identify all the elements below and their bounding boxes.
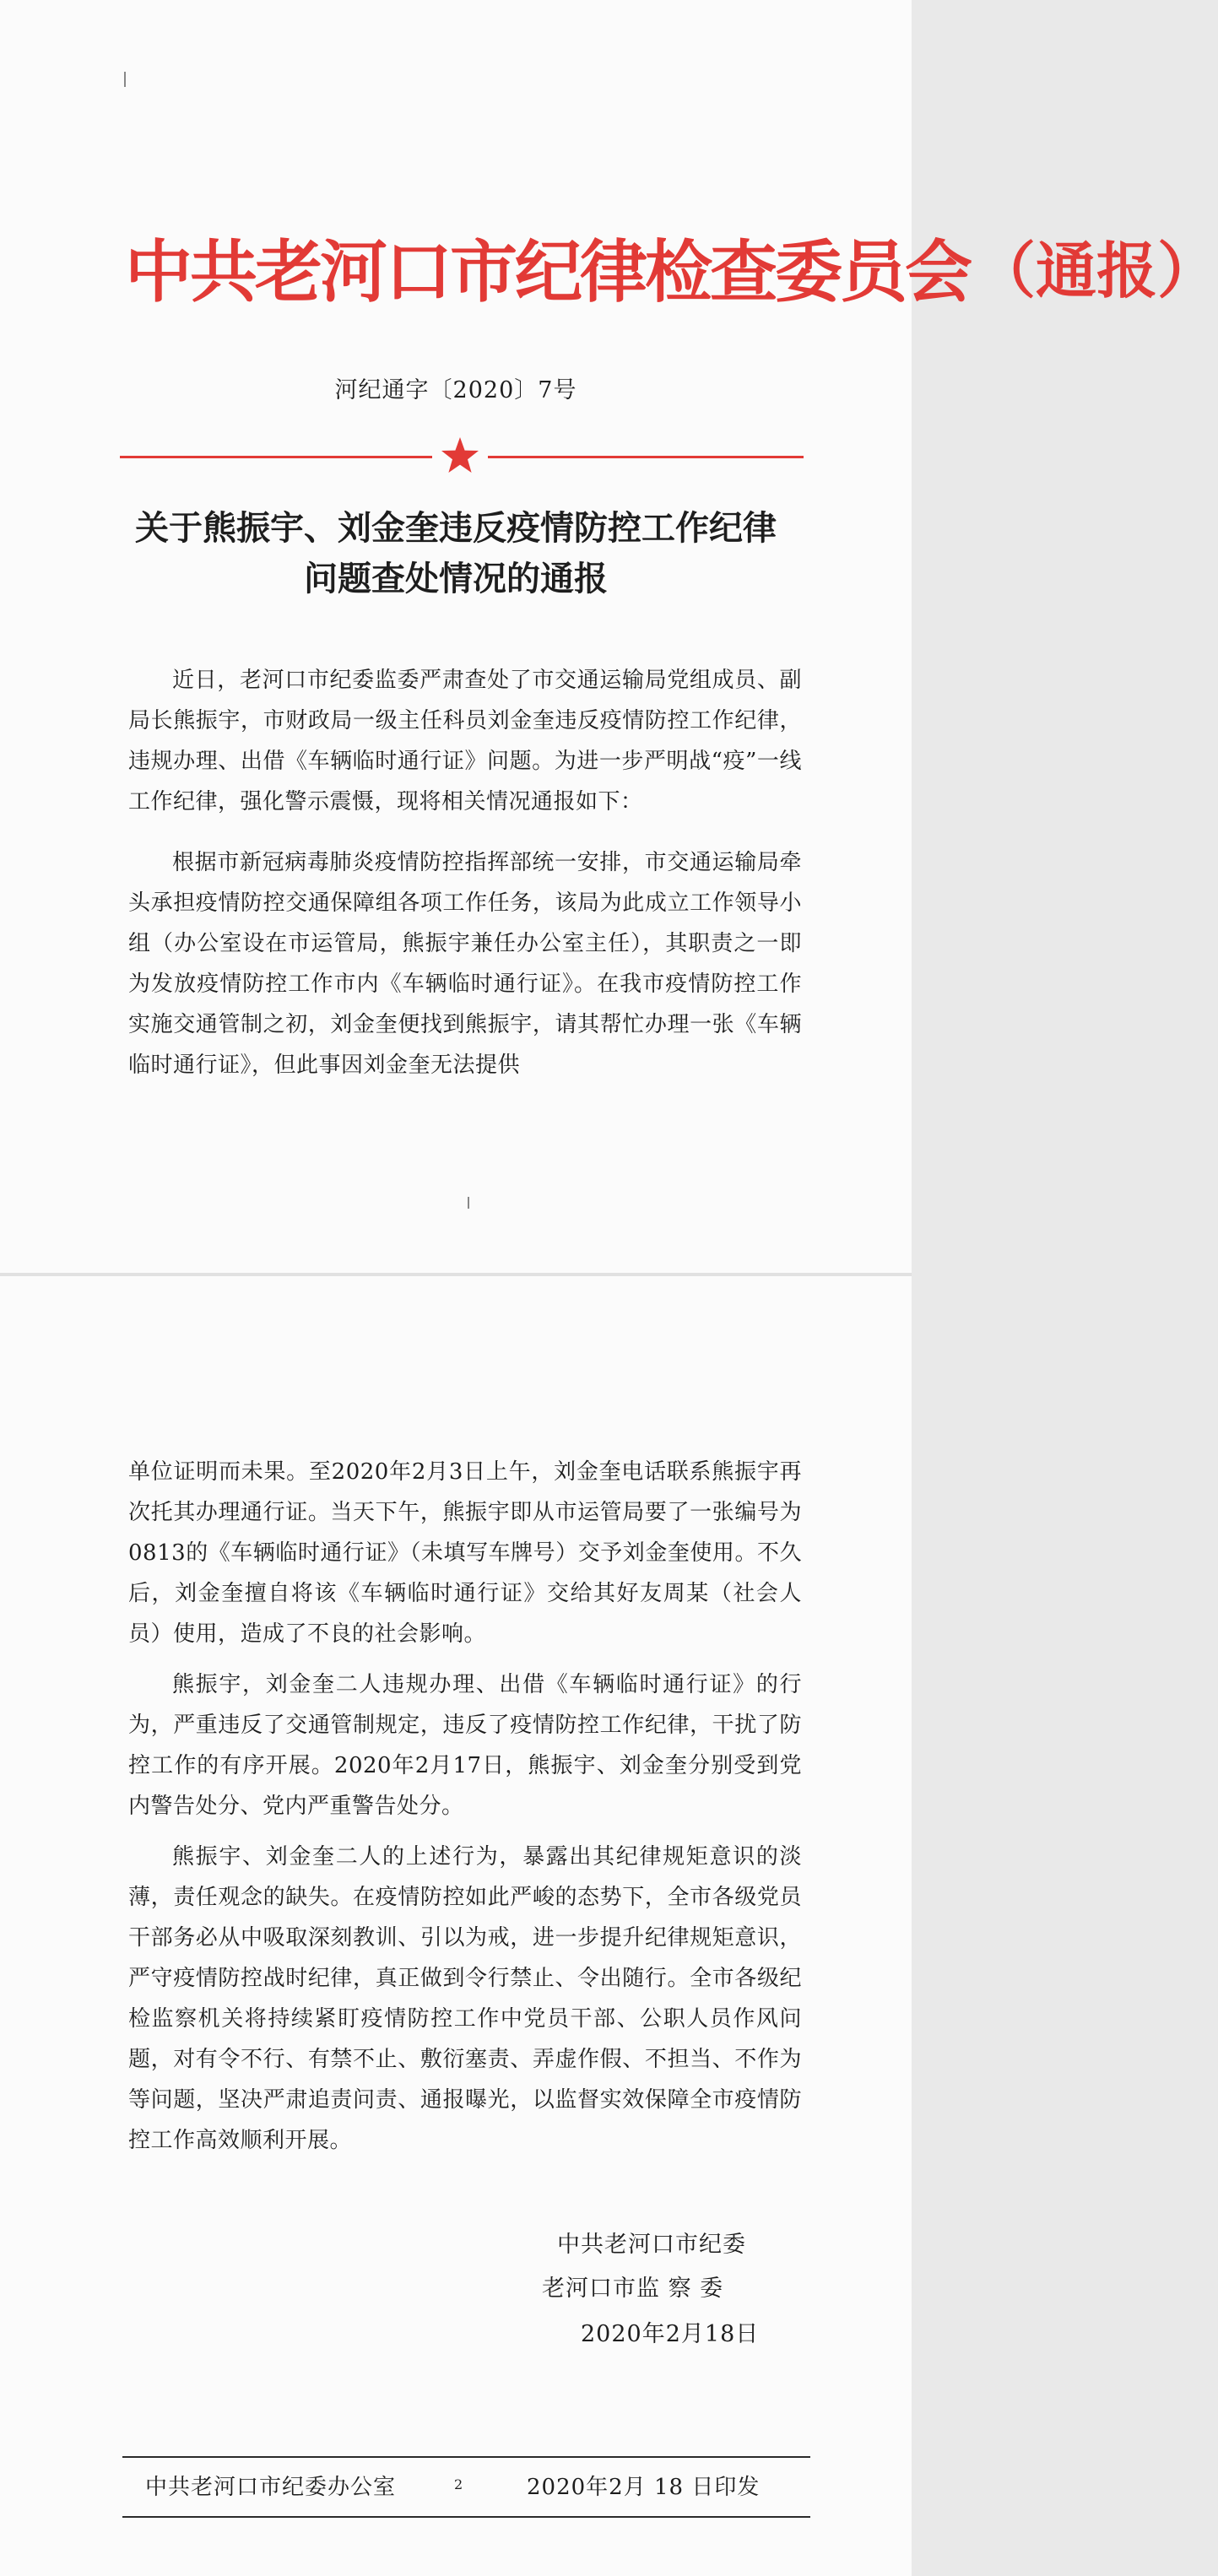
org-title: 中共老河口市纪律检查委员会: [125, 232, 970, 311]
title-line-1: 关于熊振宇、刘金奎违反疫情防控工作纪律: [135, 509, 777, 548]
lesson-paragraph: 熊振宇、刘金奎二人的上述行为，暴露出其纪律规矩意识的淡薄，责任观念的缺失。在疫情防控如此严峻的态势下，全市各级党员干部务必从中吸取深刻教训、引以为戒，进一步提升纪律规矩意识，严守疫情防控战时纪律，真正做到令行禁止、令出随行。全市各级纪检监察机关将持续紧盯疫情防控工作中党员干部、公职人员作风问题，对有令不行、有禁不止、敷衍塞责、弄虚作假、不担当、不作为等问题，坚决严肃追责问责、通报曝光，以监督实效保障全市疫情防控工作高效顺利开展。: [128, 1844, 802, 2153]
red-divider-right: [488, 456, 804, 458]
punishment-paragraph: 熊振宇，刘金奎二人违规办理、出借《车辆临时通行证》的行为，严重违反了交通管制规定，违反了疫情防控工作纪律，干扰了防控工作的有序开展。2020年2月17日，熊振宇、刘金奎分别受到党内警告处分、党内严重警告处分。: [128, 1672, 802, 1819]
background-paragraph-continued: 单位证明而未果。至2020年2月3日上午，刘金奎电话联系熊振宇再次托其办理通行证。当天下午，熊振宇即从市运管局要了一张编号为0813的《车辆临时通行证》（未填写车牌号）交予刘金奎使用。不久后，刘金奎擅自将该《车辆临时通行证》交给其好友周某（社会人员）使用，造成了不良的社会影响。: [128, 1459, 802, 1647]
document-title: [101, 503, 810, 604]
document-number: 河纪通字〔2020〕7号: [334, 377, 577, 403]
title-line-2: 问题查处情况的通报: [304, 560, 608, 598]
red-divider-left: [120, 456, 432, 458]
page-number: 2: [454, 2476, 464, 2492]
footer-office: 中共老河口市纪委办公室: [145, 2475, 397, 2500]
signature-org-1: 中共老河口市纪委: [557, 2232, 746, 2258]
intro-paragraph: 近日，老河口市纪委监委严肃查处了市交通运输局党组成员、副局长熊振宇，市财政局一级主任科员刘金奎违反疫情防控工作纪律，违规办理、出借《车辆临时通行证》问题。为进一步严明战“疫”一线工作纪律，强化警示震慑，现将相关情况通报如下：: [128, 668, 802, 814]
margin-tick: [124, 72, 126, 87]
signature-org-2: 老河口市监 察 委: [542, 2276, 724, 2302]
document-page-1: [0, 0, 1218, 1273]
page-mark: [468, 1197, 469, 1209]
signature-date: 2020年2月18日: [581, 2321, 760, 2347]
footer-printed-date: 2020年2月 18 日印发: [527, 2475, 761, 2500]
footer-rule-bottom: [122, 2516, 810, 2518]
footer-rule-top: [122, 2456, 810, 2458]
background-paragraph: 根据市新冠病毒肺炎疫情防控指挥部统一安排，市交通运输局牵头承担疫情防控交通保障组各项工作任务，该局为此成立工作领导小组（办公室设在市运管局，熊振宇兼任办公室主任），其职责之一即为发放疫情防控工作市内《车辆临时通行证》。在我市疫情防控工作实施交通管制之初，刘金奎便找到熊振宇，请其帮忙办理一张《车辆临时通行证》，但此事因刘金奎无法提供: [128, 850, 802, 1078]
red-star-icon: [440, 436, 480, 476]
doc-type-label: （通报）: [975, 235, 1218, 306]
red-header-title: [125, 215, 1218, 317]
